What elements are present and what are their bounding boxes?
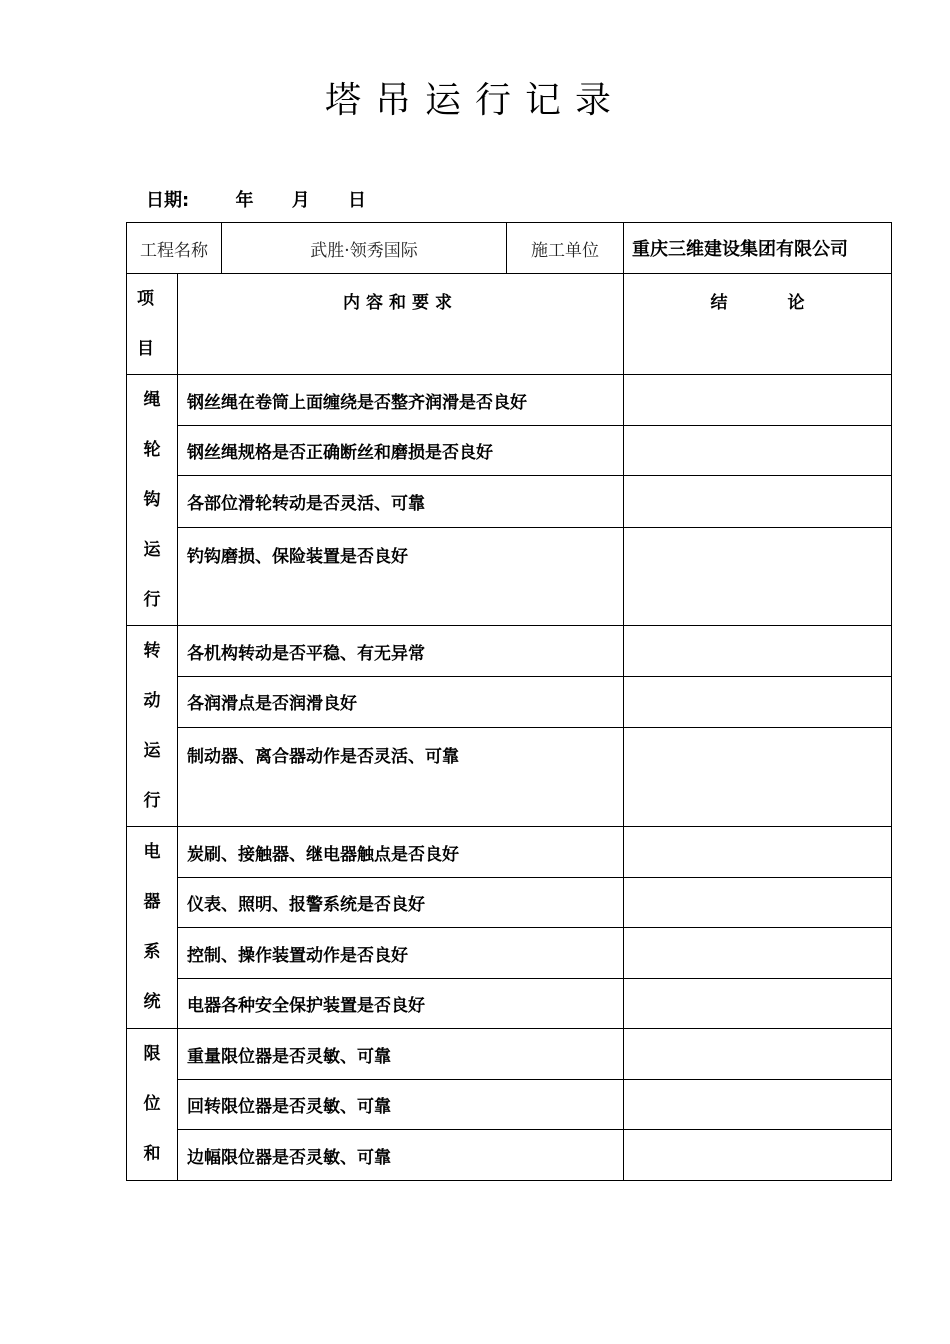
table-row	[127, 375, 892, 426]
table-row	[127, 1029, 892, 1080]
category-limit: 限 位 和	[127, 1029, 178, 1181]
check-item: 回转限位器是否灵敏、可靠	[178, 1080, 624, 1130]
table-row	[127, 928, 892, 979]
result-cell[interactable]	[624, 727, 892, 827]
date-line	[146, 186, 366, 212]
project-name-label: 工程名称	[127, 223, 222, 274]
project-char-1: 项	[137, 289, 154, 309]
check-item: 各机构转动是否平稳、有无异常	[178, 626, 624, 677]
check-item: 钓钩磨损、保险装置是否良好	[178, 527, 624, 625]
table-row	[127, 426, 892, 476]
check-item: 钢丝绳规格是否正确断丝和磨损是否良好	[178, 426, 624, 476]
project-char-2: 目	[137, 339, 154, 359]
table-row	[127, 677, 892, 727]
project-column-header	[127, 274, 178, 375]
result-cell[interactable]	[624, 928, 892, 979]
date-month: 月	[291, 190, 310, 211]
category-rotation: 转 动 运 行	[127, 626, 178, 827]
table-row	[127, 476, 892, 527]
table-row	[127, 626, 892, 677]
result-cell[interactable]	[624, 878, 892, 928]
construction-unit-label: 施工单位	[507, 223, 624, 274]
checklist-table	[126, 273, 892, 1181]
table-row	[127, 827, 892, 878]
date-label: 日期:	[146, 190, 190, 211]
check-item: 控制、操作装置动作是否良好	[178, 928, 624, 979]
check-item: 边幅限位器是否灵敏、可靠	[178, 1130, 624, 1181]
result-cell[interactable]	[624, 527, 892, 625]
table-row	[127, 1080, 892, 1130]
check-item: 各润滑点是否润滑良好	[178, 677, 624, 727]
result-cell[interactable]	[624, 1130, 892, 1181]
table-row	[127, 878, 892, 928]
header-table	[126, 222, 892, 274]
result-cell[interactable]	[624, 827, 892, 878]
record-table-wrap	[126, 222, 891, 1181]
table-row	[127, 1130, 892, 1181]
result-cell[interactable]	[624, 476, 892, 527]
result-cell[interactable]	[624, 1080, 892, 1130]
conclusion-column-header: 结 论	[624, 274, 892, 375]
result-cell[interactable]	[624, 677, 892, 727]
date-day: 日	[348, 190, 367, 211]
category-electrical: 电 器 系 统	[127, 827, 178, 1029]
date-year: 年	[235, 190, 254, 211]
column-header-row	[127, 274, 892, 375]
table-row	[127, 727, 892, 827]
result-cell[interactable]	[624, 375, 892, 426]
check-item: 各部位滑轮转动是否灵活、可靠	[178, 476, 624, 527]
check-item: 制动器、离合器动作是否灵活、可靠	[178, 727, 624, 827]
table-row	[127, 527, 892, 625]
table-row	[127, 979, 892, 1029]
check-item: 炭刷、接触器、继电器触点是否良好	[178, 827, 624, 878]
check-item: 钢丝绳在卷筒上面缠绕是否整齐润滑是否良好	[178, 375, 624, 426]
result-cell[interactable]	[624, 626, 892, 677]
construction-unit-value: 重庆三维建设集团有限公司	[624, 223, 892, 274]
check-item: 仪表、照明、报警系统是否良好	[178, 878, 624, 928]
result-cell[interactable]	[624, 979, 892, 1029]
page-title: 塔吊运行记录	[324, 80, 625, 121]
project-name-value: 武胜·领秀国际	[222, 223, 507, 274]
category-rope-wheel-hook: 绳 轮 钩 运 行	[127, 375, 178, 626]
content-column-header: 内容和要求	[178, 274, 624, 375]
check-item: 重量限位器是否灵敏、可靠	[178, 1029, 624, 1080]
check-item: 电器各种安全保护装置是否良好	[178, 979, 624, 1029]
result-cell[interactable]	[624, 1029, 892, 1080]
result-cell[interactable]	[624, 426, 892, 476]
header-row	[127, 223, 892, 274]
